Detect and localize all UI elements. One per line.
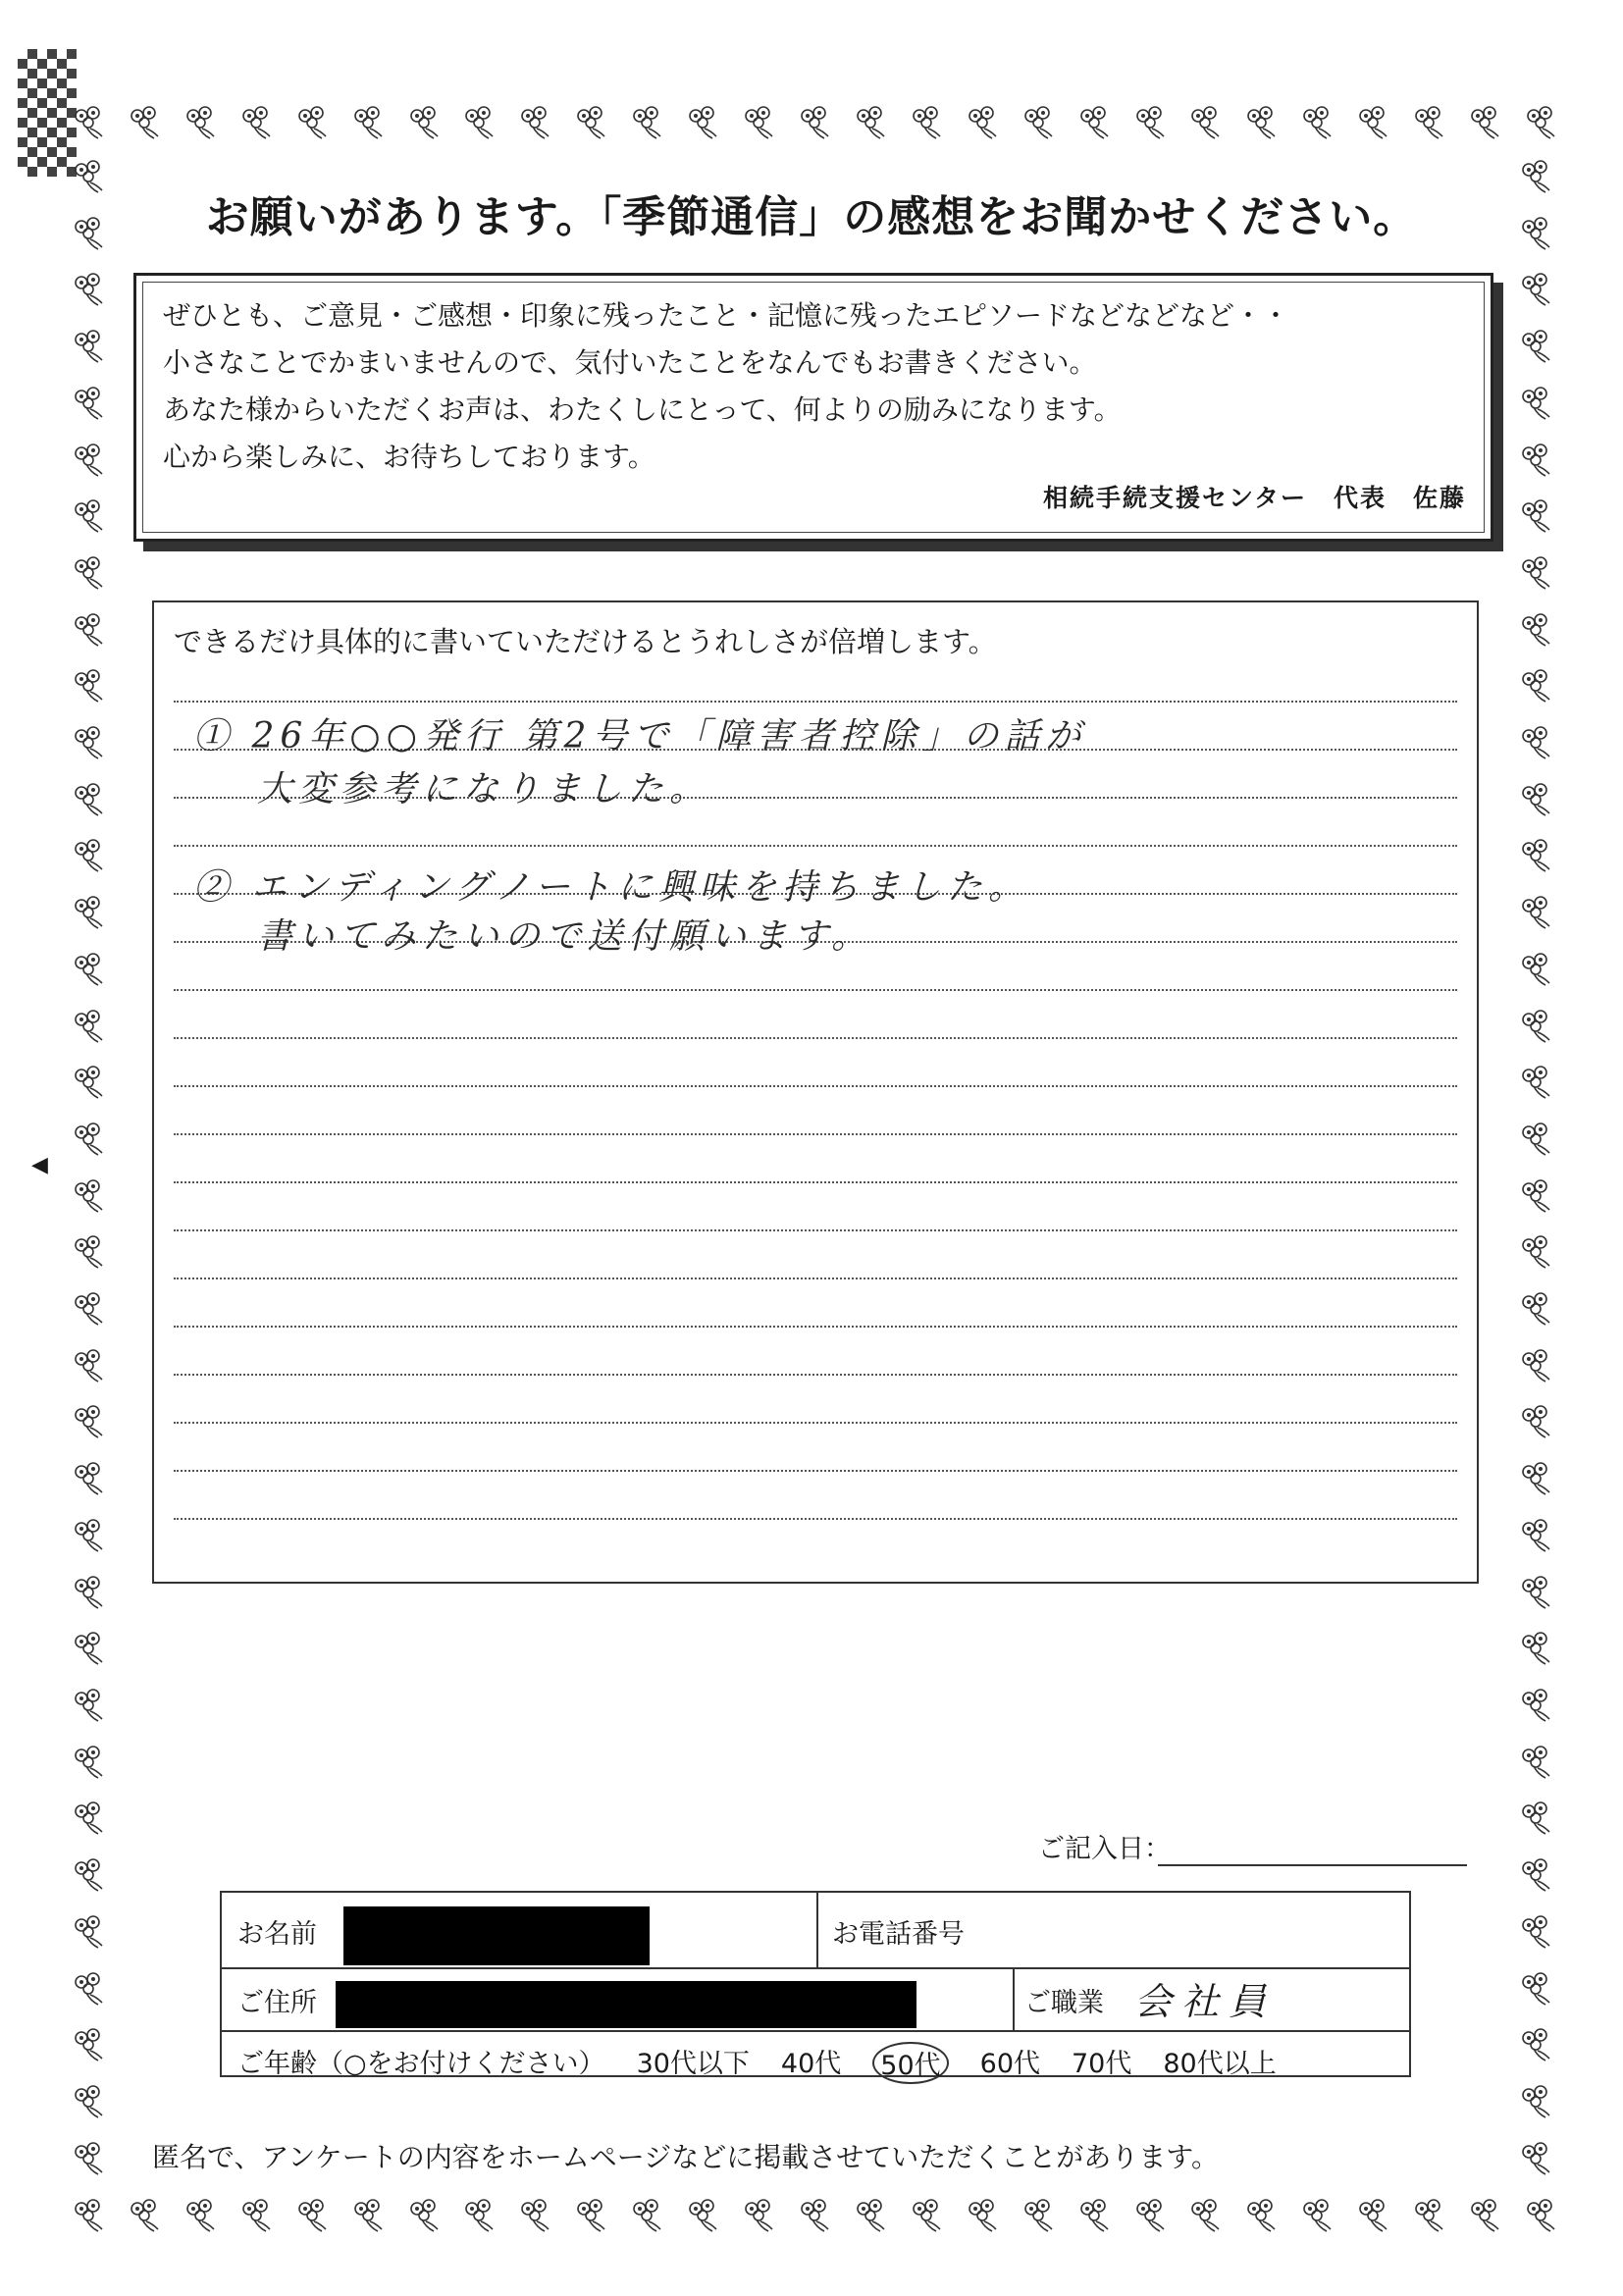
flower-icon xyxy=(1516,1516,1555,1555)
flower-icon xyxy=(1521,2196,1560,2235)
flower-icon xyxy=(69,1969,108,2009)
left-arrow-icon: ◀ xyxy=(31,1153,48,1177)
flower-border-bottom xyxy=(69,2196,1560,2235)
flower-icon xyxy=(1516,2025,1555,2064)
occupation-value: 会社員 xyxy=(1134,1980,1277,2023)
flower-icon xyxy=(739,103,778,142)
flower-icon xyxy=(1516,780,1555,819)
flower-icon xyxy=(1516,950,1555,989)
flower-icon xyxy=(69,1629,108,1668)
flower-icon xyxy=(459,103,498,142)
flower-icon xyxy=(1516,2139,1555,2178)
flower-icon xyxy=(795,2196,834,2235)
flower-icon xyxy=(1409,103,1448,142)
flower-icon xyxy=(1516,1743,1555,1782)
age-option[interactable]: 70代 xyxy=(1072,2049,1132,2079)
flower-icon xyxy=(1516,157,1555,196)
flower-icon xyxy=(1297,2196,1336,2235)
occupation-label: ご職業 xyxy=(1024,1988,1104,2018)
flower-icon xyxy=(69,723,108,762)
flower-icon xyxy=(1465,103,1504,142)
flower-icon xyxy=(292,2196,332,2235)
form-divider xyxy=(222,1967,1409,1969)
flower-icon xyxy=(627,103,666,142)
flower-icon xyxy=(69,1459,108,1498)
flower-icon xyxy=(69,1799,108,1838)
flower-icon xyxy=(1516,893,1555,932)
ruled-line xyxy=(174,701,1457,703)
flower-icon xyxy=(69,270,108,309)
name-field-redacted[interactable] xyxy=(343,1906,650,1965)
flower-icon xyxy=(69,2196,108,2235)
flower-icon xyxy=(69,1289,108,1329)
flower-icon xyxy=(69,780,108,819)
form-divider xyxy=(816,1893,818,1967)
flower-icon xyxy=(515,103,554,142)
flower-icon xyxy=(1409,2196,1448,2235)
flower-icon xyxy=(348,103,388,142)
flower-icon xyxy=(1019,2196,1058,2235)
intro-box xyxy=(133,273,1493,542)
flower-icon xyxy=(69,1686,108,1725)
flower-icon xyxy=(1465,2196,1504,2235)
address-field-redacted[interactable] xyxy=(336,1981,916,2028)
flower-icon xyxy=(1521,103,1560,142)
flower-icon xyxy=(348,2196,388,2235)
form-divider xyxy=(1013,1967,1015,2030)
flower-icon xyxy=(571,103,610,142)
footer-note: 匿名で、アンケートの内容をホームページなどに掲載させていただくことがあります。 xyxy=(152,2141,1219,2173)
flower-icon xyxy=(1297,103,1336,142)
flower-icon xyxy=(1353,103,1392,142)
intro-line: 小さなことでかまいませんので、気付いたことをなんでもお書きください。 xyxy=(163,346,1097,379)
ruled-line xyxy=(174,1470,1457,1472)
handwritten-line: 大変参考になりました。 xyxy=(257,769,711,809)
ruled-line xyxy=(174,1181,1457,1183)
page-title: お願いがあります。「季節通信」の感想をお聞かせください。 xyxy=(205,192,1418,242)
age-option-selected[interactable]: 50代 xyxy=(872,2042,948,2084)
ruled-line xyxy=(174,1374,1457,1376)
handwritten-line: ① 26年○○発行 第2号で「障害者控除」の話が xyxy=(193,716,1087,757)
flower-icon xyxy=(1516,384,1555,423)
handwritten-line: ② エンディングノートに興味を持ちました。 xyxy=(193,867,1030,908)
flower-icon xyxy=(69,2139,108,2178)
flower-icon xyxy=(1516,1346,1555,1385)
flower-icon xyxy=(69,950,108,989)
flower-icon xyxy=(69,610,108,650)
flower-icon xyxy=(1353,2196,1392,2235)
flower-icon xyxy=(404,2196,444,2235)
flower-icon xyxy=(907,103,946,142)
flower-icon xyxy=(795,103,834,142)
flower-icon xyxy=(69,2025,108,2064)
flower-icon xyxy=(1241,103,1281,142)
age-label: ご年齢（○をお付けください） xyxy=(237,2049,605,2079)
flower-icon xyxy=(236,2196,276,2235)
flower-icon xyxy=(69,2082,108,2121)
flower-icon xyxy=(69,1855,108,1895)
flower-border-left xyxy=(69,157,108,2178)
ruled-line xyxy=(174,989,1457,991)
flower-icon xyxy=(69,441,108,480)
flower-icon xyxy=(404,103,444,142)
flower-border-right xyxy=(1516,157,1555,2178)
intro-line: あなた様からいただくお声は、わたくしにとって、何よりの励みになります。 xyxy=(163,393,1122,426)
ruled-line xyxy=(174,1085,1457,1087)
flower-icon xyxy=(1516,1232,1555,1272)
flower-icon xyxy=(69,1573,108,1612)
flower-icon xyxy=(1516,666,1555,705)
ruled-line xyxy=(174,1278,1457,1279)
phone-label: お電話番号 xyxy=(832,1919,965,1950)
flower-icon xyxy=(69,214,108,253)
flower-icon xyxy=(1516,1686,1555,1725)
date-field[interactable] xyxy=(1158,1864,1467,1866)
intro-line: 心から楽しみに、お待ちしております。 xyxy=(163,441,655,473)
flower-icon xyxy=(292,103,332,142)
date-label: ご記入日： xyxy=(1038,1834,1171,1864)
flower-icon xyxy=(1516,836,1555,875)
ruled-line xyxy=(174,1422,1457,1424)
ruled-line xyxy=(174,1518,1457,1520)
ruled-line xyxy=(174,1037,1457,1039)
flower-icon xyxy=(1516,270,1555,309)
flower-icon xyxy=(69,1346,108,1385)
flower-icon xyxy=(1074,2196,1114,2235)
flower-icon xyxy=(1185,103,1225,142)
flower-icon xyxy=(963,2196,1002,2235)
flower-icon xyxy=(181,2196,220,2235)
flower-icon xyxy=(69,836,108,875)
flower-icon xyxy=(69,384,108,423)
age-option[interactable]: 40代 xyxy=(780,2049,842,2079)
flower-icon xyxy=(69,553,108,593)
flower-icon xyxy=(459,2196,498,2235)
age-row xyxy=(237,2042,1308,2084)
flower-icon xyxy=(1516,1969,1555,2009)
checker-pattern xyxy=(18,49,77,177)
flower-icon xyxy=(1241,2196,1281,2235)
flower-icon xyxy=(1516,496,1555,536)
flower-icon xyxy=(1516,441,1555,480)
signature: 相続手続支援センター 代表 佐藤 xyxy=(1042,484,1466,512)
flower-icon xyxy=(181,103,220,142)
flower-icon xyxy=(69,327,108,366)
flower-icon xyxy=(69,1912,108,1952)
intro-box-inner xyxy=(142,282,1485,533)
age-option[interactable]: 60代 xyxy=(979,2049,1040,2079)
flower-icon xyxy=(1516,1289,1555,1329)
flower-icon xyxy=(1516,1402,1555,1441)
name-label: お名前 xyxy=(237,1919,317,1950)
flower-icon xyxy=(1516,1629,1555,1668)
flower-icon xyxy=(1516,1063,1555,1102)
ruled-line xyxy=(174,1133,1457,1135)
flower-icon xyxy=(907,2196,946,2235)
flower-icon xyxy=(1516,214,1555,253)
flower-icon xyxy=(851,2196,890,2235)
flower-icon xyxy=(69,1176,108,1216)
flower-icon xyxy=(1516,2082,1555,2121)
comment-prompt: できるだけ具体的に書いていただけるとうれしさが倍増します。 xyxy=(174,625,997,658)
flower-icon xyxy=(236,103,276,142)
flower-icon xyxy=(69,1402,108,1441)
comment-box[interactable] xyxy=(152,600,1479,1584)
ruled-line xyxy=(174,1229,1457,1231)
contact-form xyxy=(220,1891,1411,2081)
flower-icon xyxy=(1516,610,1555,650)
flower-icon xyxy=(1516,1855,1555,1895)
flower-icon xyxy=(69,893,108,932)
flower-icon xyxy=(69,1007,108,1046)
flower-icon xyxy=(1130,2196,1170,2235)
flower-icon xyxy=(627,2196,666,2235)
flower-icon xyxy=(1185,2196,1225,2235)
ruled-line xyxy=(174,1326,1457,1328)
flower-icon xyxy=(683,103,722,142)
flower-icon xyxy=(1516,1176,1555,1216)
flower-icon xyxy=(69,1232,108,1272)
handwritten-line: 書いてみたいので送付願います。 xyxy=(257,916,873,957)
flower-icon xyxy=(69,103,108,142)
flower-icon xyxy=(571,2196,610,2235)
flower-icon xyxy=(1516,1799,1555,1838)
flower-icon xyxy=(739,2196,778,2235)
age-option[interactable]: 30代以下 xyxy=(636,2049,750,2079)
flower-icon xyxy=(1130,103,1170,142)
flower-icon xyxy=(1019,103,1058,142)
flower-icon xyxy=(69,1120,108,1159)
flower-icon xyxy=(1516,553,1555,593)
flower-icon xyxy=(1516,1912,1555,1952)
flower-icon xyxy=(69,157,108,196)
flower-icon xyxy=(1516,327,1555,366)
flower-icon xyxy=(515,2196,554,2235)
address-label: ご住所 xyxy=(237,1988,317,2018)
flower-icon xyxy=(1074,103,1114,142)
flower-icon xyxy=(1516,1007,1555,1046)
flower-icon xyxy=(851,103,890,142)
flower-icon xyxy=(69,666,108,705)
flower-icon xyxy=(1516,723,1555,762)
flower-icon xyxy=(1516,1459,1555,1498)
age-option[interactable]: 80代以上 xyxy=(1163,2049,1277,2079)
ruled-line xyxy=(174,845,1457,847)
flower-icon xyxy=(69,496,108,536)
flower-icon xyxy=(1516,1120,1555,1159)
flower-border-top xyxy=(69,103,1560,142)
flower-icon xyxy=(963,103,1002,142)
intro-line: ぜひとも、ご意見・ご感想・印象に残ったこと・記憶に残ったエピソードなどなどなど・・ xyxy=(163,299,1290,332)
flower-icon xyxy=(69,1743,108,1782)
flower-icon xyxy=(69,1516,108,1555)
form-divider xyxy=(222,2030,1409,2032)
flower-icon xyxy=(1516,1573,1555,1612)
flower-icon xyxy=(125,2196,164,2235)
flower-icon xyxy=(69,1063,108,1102)
flower-icon xyxy=(125,103,164,142)
flower-icon xyxy=(683,2196,722,2235)
